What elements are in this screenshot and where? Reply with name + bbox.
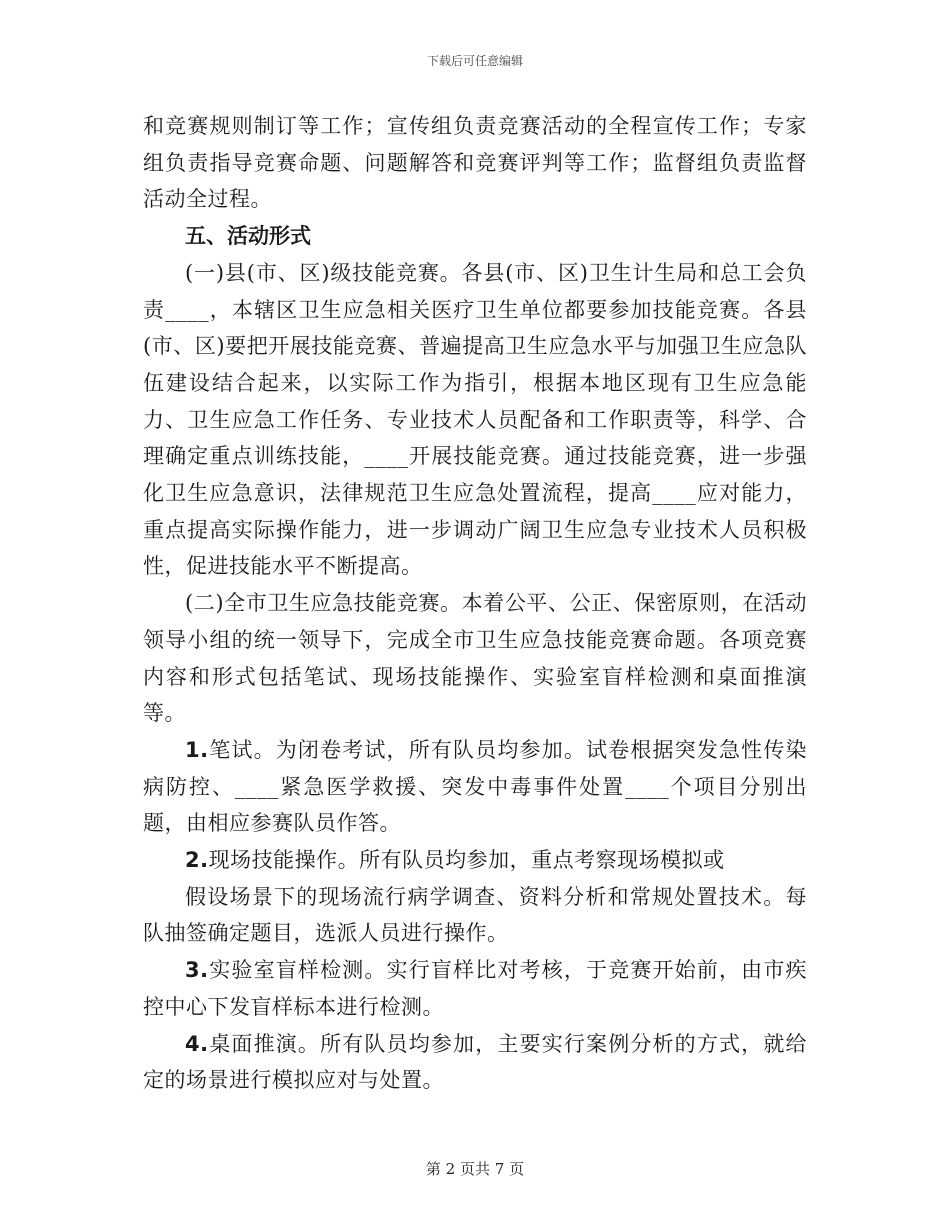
paragraph-continued: 和竞赛规则制订等工作；宣传组负责竞赛活动的全程宣传工作；专家组负责指导竞赛命题、问题解答和竞赛评判等工作；监督组负责监督活动全过程。	[143, 114, 807, 212]
page-footer: 第 2 页共 7 页	[425, 1160, 525, 1178]
list-item-field-operation	[143, 842, 807, 879]
paragraph-city-competition: (二)全市卫生应急技能竞赛。本着公平、公正、保密原则，在活动领导小组的统一领导下，完成全市卫生应急技能竞赛命题。各项竞赛内容和形式包括笔试、现场技能操作、实验室盲样检测和桌面推演等。	[143, 591, 807, 726]
section-heading: 五、活动形式	[185, 224, 311, 249]
item-text: 现场技能操作。所有队员均参加，重点考察现场模拟或	[208, 848, 725, 873]
item-text: 桌面推演。所有队员均参加，主要实行案例分析的方式，就给定的场景进行模拟应对与处置。	[143, 1031, 807, 1093]
item-number: 3.	[185, 958, 209, 983]
paragraph-county-competition: (一)县(市、区)级技能竞赛。各县(市、区)卫生计生局和总工会负责____，本辖区卫生应急相关医疗卫生单位都要参加技能竞赛。各县(市、区)要把开展技能竞赛、普遍提高卫生应急水平与加强卫生应急队伍建设结合起来，以实际工作为指引，根据本地区现有卫生应急能力、卫生应急工作任务、专业技术人员配备和工作职责等，科学、合理确定重点训练技能，____开展技能竞赛。通过技能竞赛，进一步强化卫生应急意识，法律规范卫生应急处置流程，提高____应对能力，重点提高实际操作能力，进一步调动广阔卫生应急专业技术人员积极性，促进技能水平不断提高。	[143, 260, 807, 579]
list-item-lab-blind-test	[143, 952, 807, 1025]
item-text: 实验室盲样检测。实行盲样比对考核，于竞赛开始前，由市疾控中心下发盲样标本进行检测。	[143, 958, 807, 1019]
list-item-written-exam	[143, 732, 807, 842]
item-text: 笔试。为闭卷考试，所有队员均参加。试卷根据突发急性传染病防控、____紧急医学救援、突发中毒事件处置____个项目分别出题，由相应参赛队员作答。	[143, 737, 807, 836]
list-item-tabletop-exercise	[143, 1026, 807, 1099]
item-number: 1.	[185, 737, 209, 762]
item-number: 4.	[185, 1031, 209, 1056]
item-number: 2.	[185, 848, 209, 873]
page-header: 下载后可任意编辑	[426, 54, 523, 68]
paragraph-field-operation-continued: 假设场景下的现场流行病学调查、资料分析和常规处置技术。每队抽签确定题目，选派人员进行操作。	[143, 884, 807, 946]
document-body	[143, 108, 807, 1099]
